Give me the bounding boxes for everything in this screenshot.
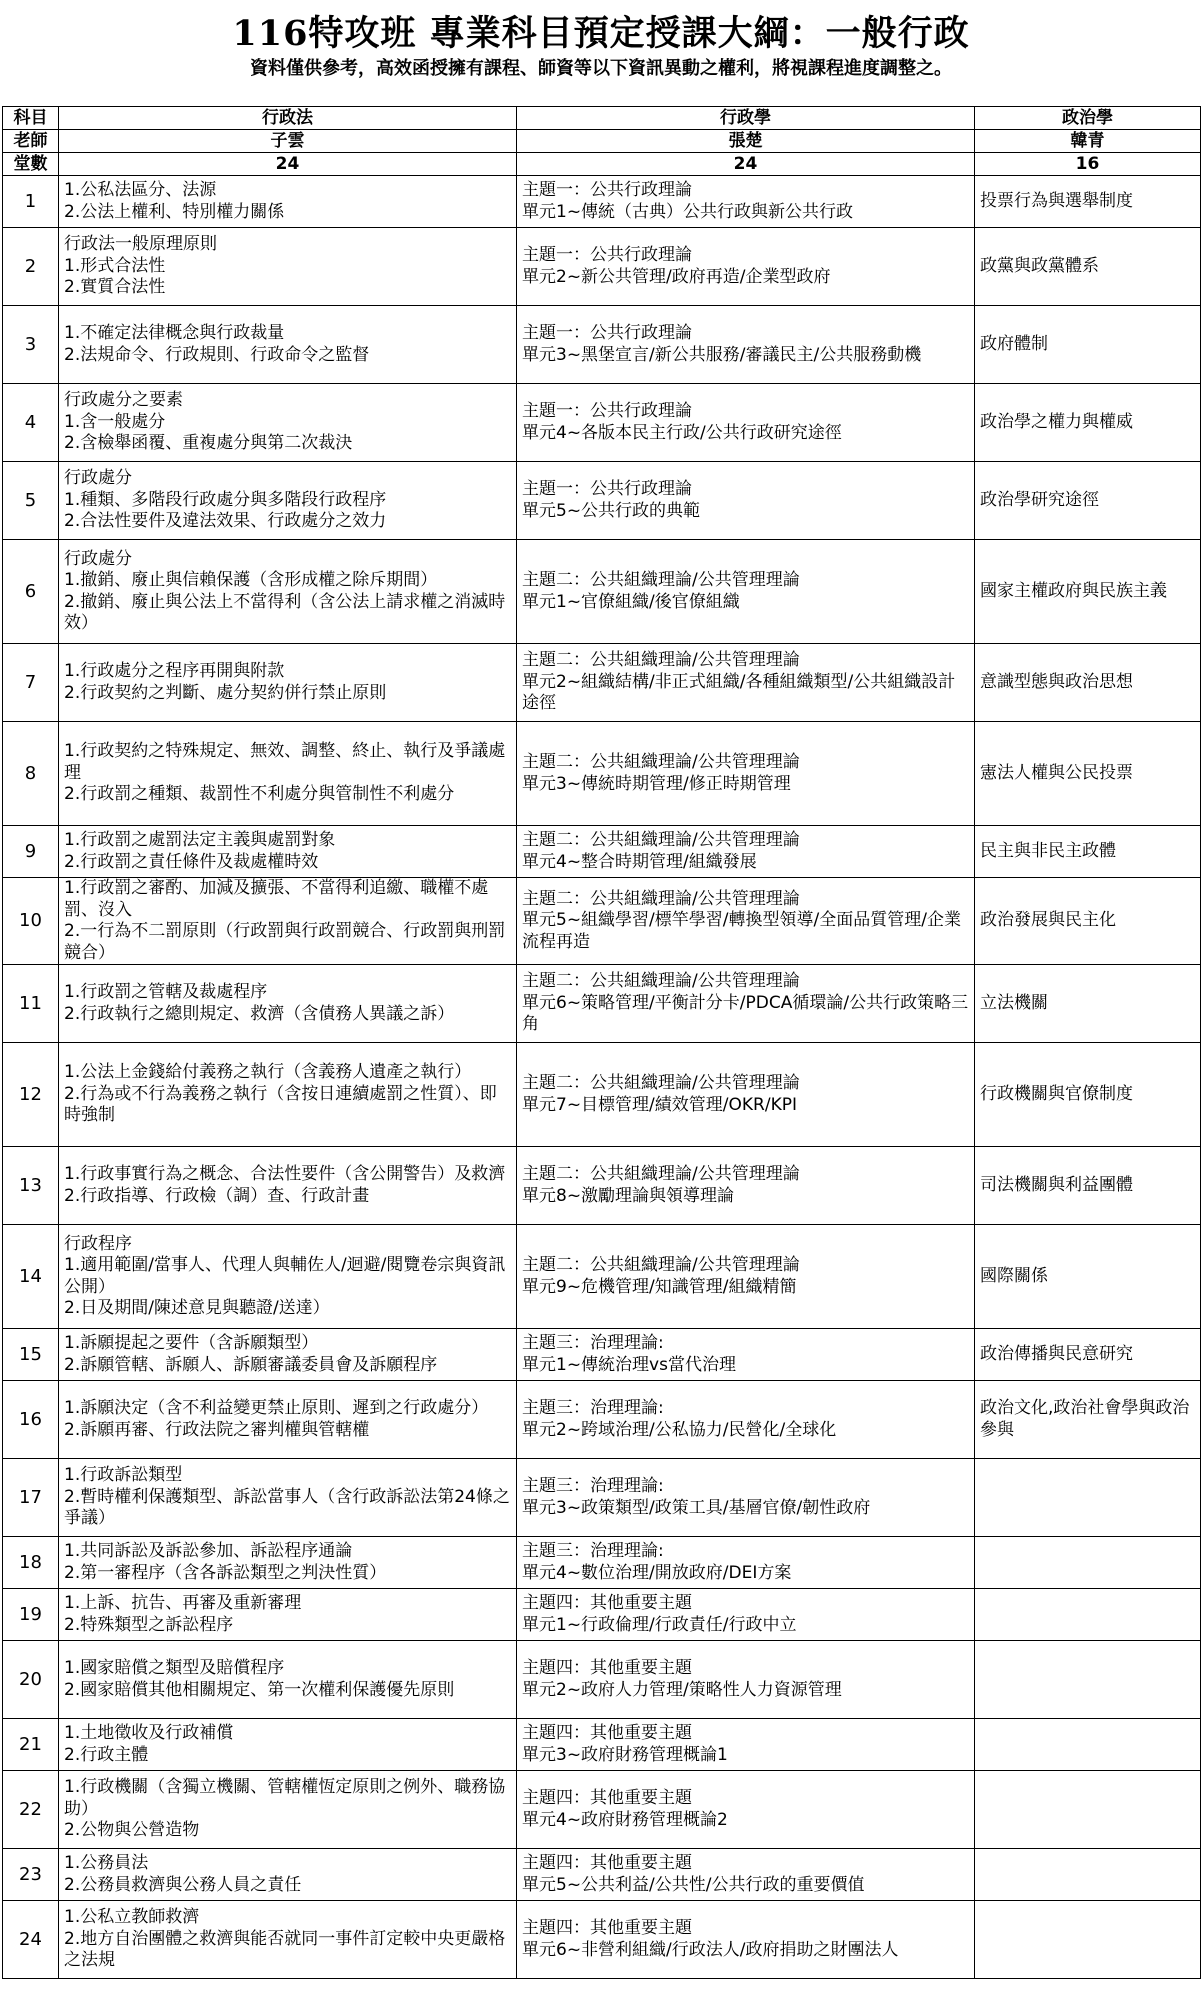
topic-line: 1.共同訴訟及訴訟參加、訴訟程序通論	[64, 1541, 353, 1561]
table-row	[3, 1719, 1201, 1771]
subject-name: 政治學	[975, 107, 1201, 130]
session-number: 2	[3, 228, 59, 306]
topic-line: 單元1~傳統（古典）公共行政與新公共行政	[522, 201, 854, 222]
admin-law-topic	[59, 965, 517, 1043]
topic-line: 主題二：公共組織理論/公共管理理論	[522, 1073, 800, 1093]
session-number: 1	[3, 176, 59, 228]
sessions-count: 16	[975, 153, 1201, 176]
public-admin-topic	[517, 228, 975, 306]
teacher-label: 老師	[3, 130, 59, 153]
table-row	[3, 1771, 1201, 1849]
topic-line: 2.行政執行之總則規定、救濟（含債務人異議之訴）	[64, 1003, 455, 1024]
session-number: 13	[3, 1147, 59, 1225]
teacher-name: 子雲	[59, 130, 517, 153]
topic-line: 行政程序	[64, 1233, 132, 1254]
topic-line: 主題四：其他重要主題	[522, 1853, 692, 1873]
admin-law-topic	[59, 1329, 517, 1381]
topic-line: 1.行政罰之審酌、加減及擴張、不當得利追繳、職權不處罰、沒入	[64, 878, 489, 920]
session-number: 9	[3, 826, 59, 878]
session-number: 12	[3, 1043, 59, 1147]
teacher-name: 韓青	[975, 130, 1201, 153]
topic-line: 單元2~新公共管理/政府再造/企業型政府	[522, 266, 831, 287]
session-number: 8	[3, 722, 59, 826]
topic-line: 2.特殊類型之訴訟程序	[64, 1614, 234, 1635]
topic-line: 單元4~政府財務管理概論2	[522, 1809, 728, 1830]
syllabus-table	[2, 106, 1201, 1979]
topic-line: 1.撤銷、廢止與信賴保護（含形成權之除斥期間）	[64, 570, 438, 590]
topic-line: 2.行為或不行為義務之執行（含按日連續處罰之性質）、即時強制	[64, 1083, 497, 1126]
admin-law-topic	[59, 722, 517, 826]
table-row	[3, 1043, 1201, 1147]
topic-line: 單元9~危機管理/知識管理/組織精簡	[522, 1276, 797, 1297]
political-science-topic: 投票行為與選舉制度	[975, 176, 1201, 228]
session-number: 3	[3, 306, 59, 384]
admin-law-topic	[59, 1459, 517, 1537]
political-science-topic	[975, 1459, 1201, 1537]
topic-line: 2.公務員救濟與公務人員之責任	[64, 1874, 302, 1895]
topic-line: 2.撤銷、廢止與公法上不當得利（含公法上請求權之消滅時效）	[64, 591, 506, 633]
topic-line: 2.訴願再審、行政法院之審判權與管轄權	[64, 1419, 370, 1440]
topic-line: 主題一：公共行政理論	[522, 401, 692, 421]
topic-line: 主題二：公共組織理論/公共管理理論	[522, 650, 800, 671]
political-science-topic: 行政機關與官僚制度	[975, 1043, 1201, 1147]
session-number: 10	[3, 878, 59, 965]
topic-line: 1.行政訴訟類型	[64, 1465, 183, 1486]
topic-line: 1.不確定法律概念與行政裁量	[64, 323, 285, 343]
session-number: 17	[3, 1459, 59, 1537]
subject-name: 行政法	[59, 107, 517, 130]
admin-law-topic	[59, 1849, 517, 1901]
disclaimer-text: 資料僅供參考，高效函授擁有課程、師資等以下資訊異動之權利，將視課程進度調整之。	[250, 58, 952, 79]
topic-line: 主題二：公共組織理論/公共管理理論	[522, 971, 800, 992]
topic-line: 2.一行為不二罰原則（行政罰與行政罰競合、行政罰與刑罰競合）	[64, 921, 506, 963]
admin-law-topic	[59, 1589, 517, 1641]
admin-law-topic	[59, 1537, 517, 1589]
public-admin-topic	[517, 878, 975, 965]
table-row	[3, 1147, 1201, 1225]
topic-line: 主題一：公共行政理論	[522, 323, 692, 343]
topic-line: 2.行政契約之判斷、處分契約併行禁止原則	[64, 682, 387, 703]
topic-line: 2.公法上權利、特別權力關係	[64, 201, 285, 222]
admin-law-topic	[59, 462, 517, 540]
political-science-topic: 政治傳播與民意研究	[975, 1329, 1201, 1381]
topic-line: 主題三：治理理論:	[522, 1541, 664, 1561]
sessions-label: 堂數	[3, 153, 59, 176]
topic-line: 單元3~政府財務管理概論1	[522, 1744, 728, 1765]
document-header	[0, 0, 1202, 106]
admin-law-topic	[59, 176, 517, 228]
topic-line: 1.行政機關（含獨立機關、管轄權恆定原則之例外、職務協助）	[64, 1777, 506, 1819]
topic-line: 單元4~整合時期管理/組織發展	[522, 851, 757, 872]
admin-law-topic	[59, 1719, 517, 1771]
teacher-name: 張楚	[517, 130, 975, 153]
table-row	[3, 1901, 1201, 1979]
political-science-topic: 政治學研究途徑	[975, 462, 1201, 540]
topic-line: 主題四：其他重要主題	[522, 1658, 692, 1678]
table-row	[3, 176, 1201, 228]
table-row	[3, 1589, 1201, 1641]
topic-line: 2.公物與公營造物	[64, 1820, 200, 1841]
political-science-topic: 政府體制	[975, 306, 1201, 384]
topic-line: 1.行政契約之特殊規定、無效、調整、終止、執行及爭議處理	[64, 741, 506, 783]
topic-line: 1.行政處分之程序再開與附款	[64, 661, 285, 681]
topic-line: 行政法一般原理原則	[64, 234, 217, 255]
topic-line: 1.訴願提起之要件（含訴願類型）	[64, 1333, 319, 1353]
topic-line: 單元3~政策類型/政策工具/基層官僚/韌性政府	[522, 1497, 871, 1518]
topic-line: 單元7~目標管理/績效管理/OKR/KPI	[522, 1094, 797, 1115]
topic-line: 2.暫時權利保護類型、訴訟當事人（含行政訴訟法第24條之爭議）	[64, 1486, 510, 1529]
topic-line: 主題二：公共組織理論/公共管理理論	[522, 570, 800, 590]
topic-line: 單元6~策略管理/平衡計分卡/PDCA循環論/公共行政策略三角	[522, 992, 969, 1035]
admin-law-topic	[59, 1641, 517, 1719]
public-admin-topic	[517, 1771, 975, 1849]
admin-law-topic	[59, 540, 517, 644]
public-admin-topic	[517, 1719, 975, 1771]
table-row	[3, 1537, 1201, 1589]
topic-line: 單元5~公共行政的典範	[522, 500, 701, 521]
sessions-header-row	[3, 153, 1201, 176]
topic-line: 主題三：治理理論:	[522, 1333, 664, 1353]
public-admin-topic	[517, 540, 975, 644]
topic-line: 單元5~組織學習/標竿學習/轉換型領導/全面品質管理/企業流程再造	[522, 910, 961, 952]
table-row	[3, 1381, 1201, 1459]
public-admin-topic	[517, 722, 975, 826]
table-row	[3, 1329, 1201, 1381]
topic-line: 1.種類、多階段行政處分與多階段行政程序	[64, 489, 387, 510]
topic-line: 2.實質合法性	[64, 277, 166, 298]
topic-line: 單元4~各版本民主行政/公共行政研究途徑	[522, 422, 842, 443]
topic-line: 主題二：公共組織理論/公共管理理論	[522, 1255, 800, 1275]
topic-line: 1.形式合法性	[64, 255, 166, 276]
topic-line: 2.日及期間/陳述意見與聽證/送達）	[64, 1298, 330, 1318]
topic-line: 主題四：其他重要主題	[522, 1788, 692, 1808]
topic-line: 主題一：公共行政理論	[522, 245, 692, 265]
public-admin-topic	[517, 384, 975, 462]
topic-line: 2.含檢舉函覆、重複處分與第二次裁決	[64, 433, 353, 454]
table-row	[3, 826, 1201, 878]
political-science-topic: 意識型態與政治思想	[975, 644, 1201, 722]
topic-line: 1.國家賠償之類型及賠償程序	[64, 1658, 285, 1678]
topic-line: 單元3~傳統時期管理/修正時期管理	[522, 773, 791, 794]
political-science-topic: 司法機關與利益團體	[975, 1147, 1201, 1225]
topic-line: 2.行政罰之種類、裁罰性不利處分與管制性不利處分	[64, 784, 455, 805]
session-number: 23	[3, 1849, 59, 1901]
topic-line: 1.行政罰之管轄及裁處程序	[64, 982, 268, 1002]
session-number: 20	[3, 1641, 59, 1719]
topic-line: 主題二：公共組織理論/公共管理理論	[522, 1164, 800, 1184]
political-science-topic: 政治文化,政治社會學與政治參與	[975, 1381, 1201, 1459]
public-admin-topic	[517, 462, 975, 540]
topic-line: 單元5~公共利益/公共性/公共行政的重要價值	[522, 1874, 865, 1895]
political-science-topic	[975, 1901, 1201, 1979]
session-number: 21	[3, 1719, 59, 1771]
public-admin-topic	[517, 306, 975, 384]
topic-line: 1.公務員法	[64, 1853, 149, 1873]
session-number: 11	[3, 965, 59, 1043]
topic-line: 2.合法性要件及違法效果、行政處分之效力	[64, 511, 387, 532]
public-admin-topic	[517, 1329, 975, 1381]
public-admin-topic	[517, 1043, 975, 1147]
topic-line: 單元2~政府人力管理/策略性人力資源管理	[522, 1679, 842, 1700]
topic-line: 1.適用範圍/當事人、代理人與輔佐人/迴避/閱覽卷宗與資訊公開）	[64, 1255, 506, 1297]
admin-law-topic	[59, 826, 517, 878]
political-science-topic: 民主與非民主政體	[975, 826, 1201, 878]
table-row	[3, 1225, 1201, 1329]
admin-law-topic	[59, 1901, 517, 1979]
public-admin-topic	[517, 1147, 975, 1225]
topic-line: 2.行政主體	[64, 1744, 149, 1765]
topic-line: 單元3~黑堡宣言/新公共服務/審議民主/公共服務動機	[522, 344, 922, 365]
subject-label: 科目	[3, 107, 59, 130]
admin-law-topic	[59, 644, 517, 722]
session-number: 6	[3, 540, 59, 644]
admin-law-topic	[59, 1225, 517, 1329]
public-admin-topic	[517, 1589, 975, 1641]
table-row	[3, 1849, 1201, 1901]
topic-line: 1.訴願決定（含不利益變更禁止原則、遲到之行政處分）	[64, 1398, 489, 1418]
topic-line: 主題四：其他重要主題	[522, 1918, 692, 1938]
topic-line: 主題二：公共組織理論/公共管理理論	[522, 888, 800, 909]
session-number: 18	[3, 1537, 59, 1589]
table-row	[3, 722, 1201, 826]
topic-line: 單元2~組織結構/非正式組織/各種組織類型/公共組織設計途徑	[522, 671, 956, 714]
sessions-count: 24	[517, 153, 975, 176]
political-science-topic	[975, 1641, 1201, 1719]
topic-line: 2.行政罰之責任條件及裁處權時效	[64, 851, 319, 872]
admin-law-topic	[59, 228, 517, 306]
page-title: 116特攻班 專業科目預定授課大綱：一般行政	[232, 13, 970, 54]
political-science-topic	[975, 1589, 1201, 1641]
table-row	[3, 540, 1201, 644]
table-row	[3, 462, 1201, 540]
political-science-topic: 立法機關	[975, 965, 1201, 1043]
political-science-topic: 國家主權政府與民族主義	[975, 540, 1201, 644]
session-number: 15	[3, 1329, 59, 1381]
session-number: 5	[3, 462, 59, 540]
political-science-topic: 政治發展與民主化	[975, 878, 1201, 965]
table-row	[3, 1641, 1201, 1719]
topic-line: 1.土地徵收及行政補償	[64, 1723, 234, 1743]
topic-line: 單元4~數位治理/開放政府/DEI方案	[522, 1562, 792, 1583]
topic-line: 主題三：治理理論:	[522, 1398, 664, 1418]
table-row	[3, 228, 1201, 306]
admin-law-topic	[59, 878, 517, 965]
topic-line: 1.公私法區分、法源	[64, 180, 217, 200]
session-number: 4	[3, 384, 59, 462]
topic-line: 單元8~激勵理論與領導理論	[522, 1185, 735, 1206]
public-admin-topic	[517, 1641, 975, 1719]
topic-line: 2.第一審程序（含各訴訟類型之判決性質）	[64, 1562, 387, 1583]
public-admin-topic	[517, 1537, 975, 1589]
sessions-count: 24	[59, 153, 517, 176]
political-science-topic	[975, 1771, 1201, 1849]
session-number: 7	[3, 644, 59, 722]
table-row	[3, 878, 1201, 965]
topic-line: 行政處分之要素	[64, 390, 183, 411]
subject-header-row	[3, 107, 1201, 130]
admin-law-topic	[59, 1147, 517, 1225]
topic-line: 主題四：其他重要主題	[522, 1593, 692, 1613]
topic-line: 行政處分	[64, 468, 132, 489]
public-admin-topic	[517, 1225, 975, 1329]
admin-law-topic	[59, 1771, 517, 1849]
admin-law-topic	[59, 384, 517, 462]
topic-line: 2.地方自治團體之救濟與能否就同一事件訂定較中央更嚴格之法規	[64, 1928, 506, 1971]
topic-line: 1.行政事實行為之概念、合法性要件（含公開警告）及救濟	[64, 1164, 506, 1184]
session-number: 16	[3, 1381, 59, 1459]
topic-line: 主題一：公共行政理論	[522, 180, 692, 200]
topic-line: 1.公法上金錢給付義務之執行（含義務人遺產之執行）	[64, 1062, 472, 1083]
topic-line: 2.行政指導、行政檢（調）查、行政計畫	[64, 1185, 370, 1206]
public-admin-topic	[517, 1381, 975, 1459]
topic-line: 主題一：公共行政理論	[522, 479, 692, 499]
political-science-topic	[975, 1849, 1201, 1901]
public-admin-topic	[517, 965, 975, 1043]
topic-line: 2.國家賠償其他相關規定、第一次權利保護優先原則	[64, 1679, 455, 1700]
topic-line: 單元2~跨域治理/公私協力/民營化/全球化	[522, 1419, 837, 1440]
political-science-topic: 憲法人權與公民投票	[975, 722, 1201, 826]
political-science-topic	[975, 1719, 1201, 1771]
topic-line: 1.上訴、抗告、再審及重新審理	[64, 1593, 302, 1613]
political-science-topic: 國際關係	[975, 1225, 1201, 1329]
topic-line: 1.公私立教師救濟	[64, 1907, 200, 1928]
table-row	[3, 384, 1201, 462]
table-row	[3, 306, 1201, 384]
topic-line: 單元6~非營利組織/行政法人/政府捐助之財團法人	[522, 1939, 899, 1960]
subject-name: 行政學	[517, 107, 975, 130]
public-admin-topic	[517, 1849, 975, 1901]
table-row	[3, 1459, 1201, 1537]
public-admin-topic	[517, 826, 975, 878]
topic-line: 主題四：其他重要主題	[522, 1723, 692, 1743]
session-number: 14	[3, 1225, 59, 1329]
admin-law-topic	[59, 306, 517, 384]
topic-line: 行政處分	[64, 548, 132, 569]
topic-line: 1.含一般處分	[64, 411, 166, 432]
topic-line: 主題二：公共組織理論/公共管理理論	[522, 830, 800, 850]
public-admin-topic	[517, 1459, 975, 1537]
admin-law-topic	[59, 1381, 517, 1459]
session-number: 19	[3, 1589, 59, 1641]
table-row	[3, 965, 1201, 1043]
admin-law-topic	[59, 1043, 517, 1147]
public-admin-topic	[517, 644, 975, 722]
topic-line: 1.行政罰之處罰法定主義與處罰對象	[64, 830, 336, 850]
table-row	[3, 644, 1201, 722]
topic-line: 2.法規命令、行政規則、行政命令之監督	[64, 344, 370, 365]
topic-line: 單元1~行政倫理/行政責任/行政中立	[522, 1614, 797, 1635]
public-admin-topic	[517, 176, 975, 228]
topic-line: 主題三：治理理論:	[522, 1476, 664, 1496]
public-admin-topic	[517, 1901, 975, 1979]
topic-line: 2.訴願管轄、訴願人、訴願審議委員會及訴願程序	[64, 1354, 438, 1375]
teacher-header-row	[3, 130, 1201, 153]
session-number: 22	[3, 1771, 59, 1849]
topic-line: 單元1~傳統治理vs當代治理	[522, 1354, 736, 1375]
topic-line: 單元1~官僚組織/後官僚組織	[522, 591, 740, 612]
session-number: 24	[3, 1901, 59, 1979]
political-science-topic: 政黨與政黨體系	[975, 228, 1201, 306]
political-science-topic	[975, 1537, 1201, 1589]
topic-line: 主題二：公共組織理論/公共管理理論	[522, 752, 800, 772]
political-science-topic: 政治學之權力與權威	[975, 384, 1201, 462]
